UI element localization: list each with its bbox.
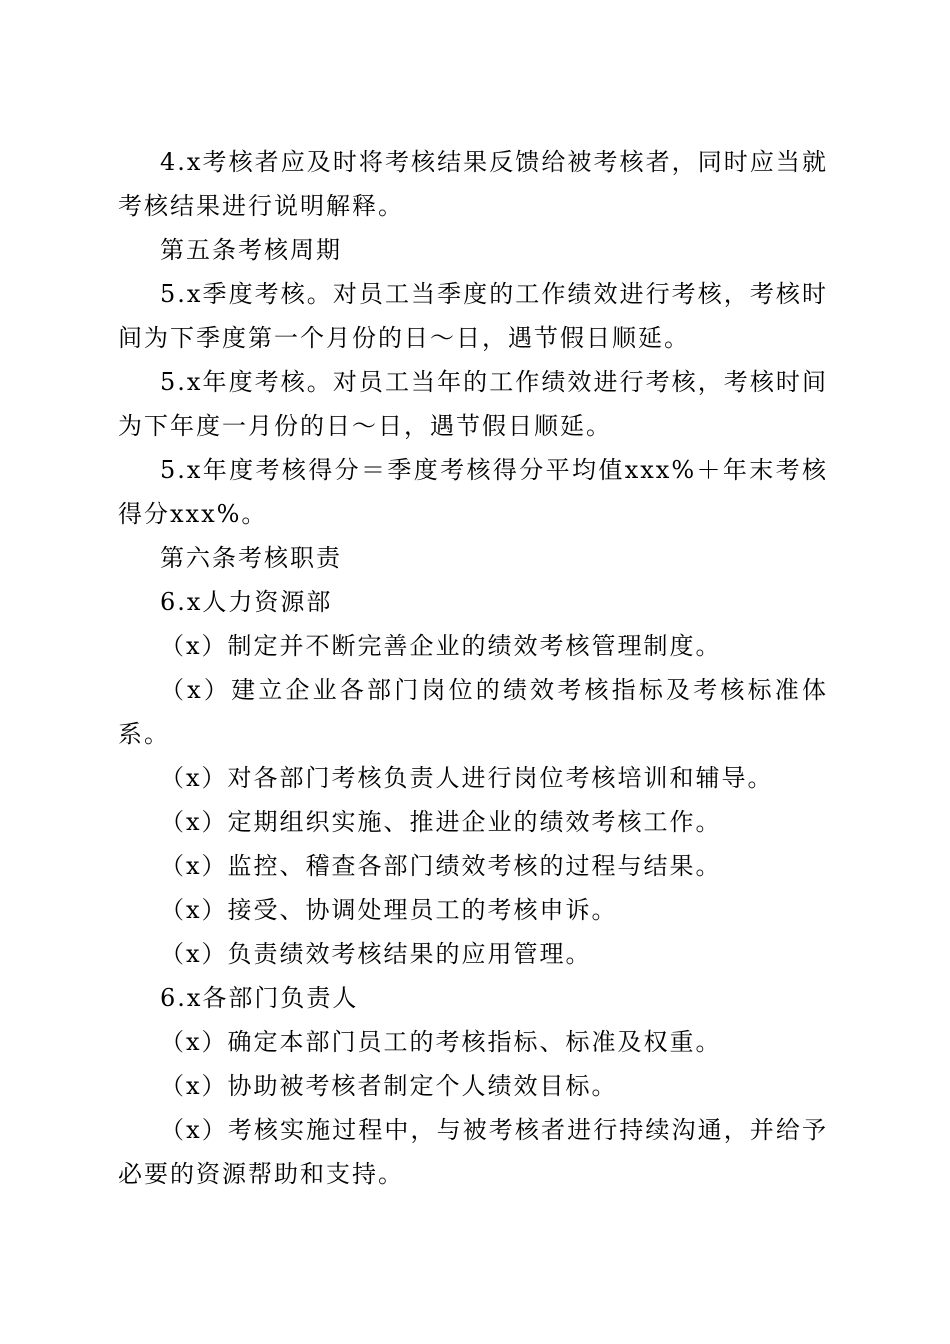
list-item: （x）制定并不断完善企业的绩效考核管理制度。	[160, 632, 722, 660]
list-item: （x）考核实施过程中，与被考核者进行持续沟通，并给予必要的资源帮助和支持。	[118, 1116, 828, 1188]
list-item: （x）监控、稽查各部门绩效考核的过程与结果。	[160, 852, 722, 880]
paragraph-5-x-annual-score: 5.x年度考核得分＝季度考核得分平均值xxx%＋年末考核得分xxx%。	[118, 456, 828, 528]
list-item: （x）接受、协调处理员工的考核申诉。	[160, 896, 618, 924]
subheading-department-heads: 6.x各部门负责人	[160, 984, 359, 1012]
subheading-hr-department: 6.x人力资源部	[160, 588, 333, 616]
document-page	[118, 140, 828, 1196]
paragraph-5-x-quarterly: 5.x季度考核。对员工当季度的工作绩效进行考核，考核时间为下季度第一个月份的日～日，遇节假日顺延。	[118, 280, 828, 352]
list-item: （x）定期组织实施、推进企业的绩效考核工作。	[160, 808, 722, 836]
heading-article-5: 第五条考核周期	[160, 236, 342, 264]
list-item: （x）协助被考核者制定个人绩效目标。	[160, 1072, 618, 1100]
list-item: （x）建立企业各部门岗位的绩效考核指标及考核标准体系。	[118, 676, 828, 748]
heading-article-6: 第六条考核职责	[160, 544, 342, 572]
list-item: （x）负责绩效考核结果的应用管理。	[160, 940, 592, 968]
paragraph-4-x-feedback: 4.x考核者应及时将考核结果反馈给被考核者，同时应当就考核结果进行说明解释。	[118, 148, 828, 220]
list-item: （x）确定本部门员工的考核指标、标准及权重。	[160, 1028, 722, 1056]
paragraph-5-x-annual: 5.x年度考核。对员工当年的工作绩效进行考核，考核时间为下年度一月份的日～日，遇节假日顺延。	[118, 368, 828, 440]
list-item: （x）对各部门考核负责人进行岗位考核培训和辅导。	[160, 764, 774, 792]
